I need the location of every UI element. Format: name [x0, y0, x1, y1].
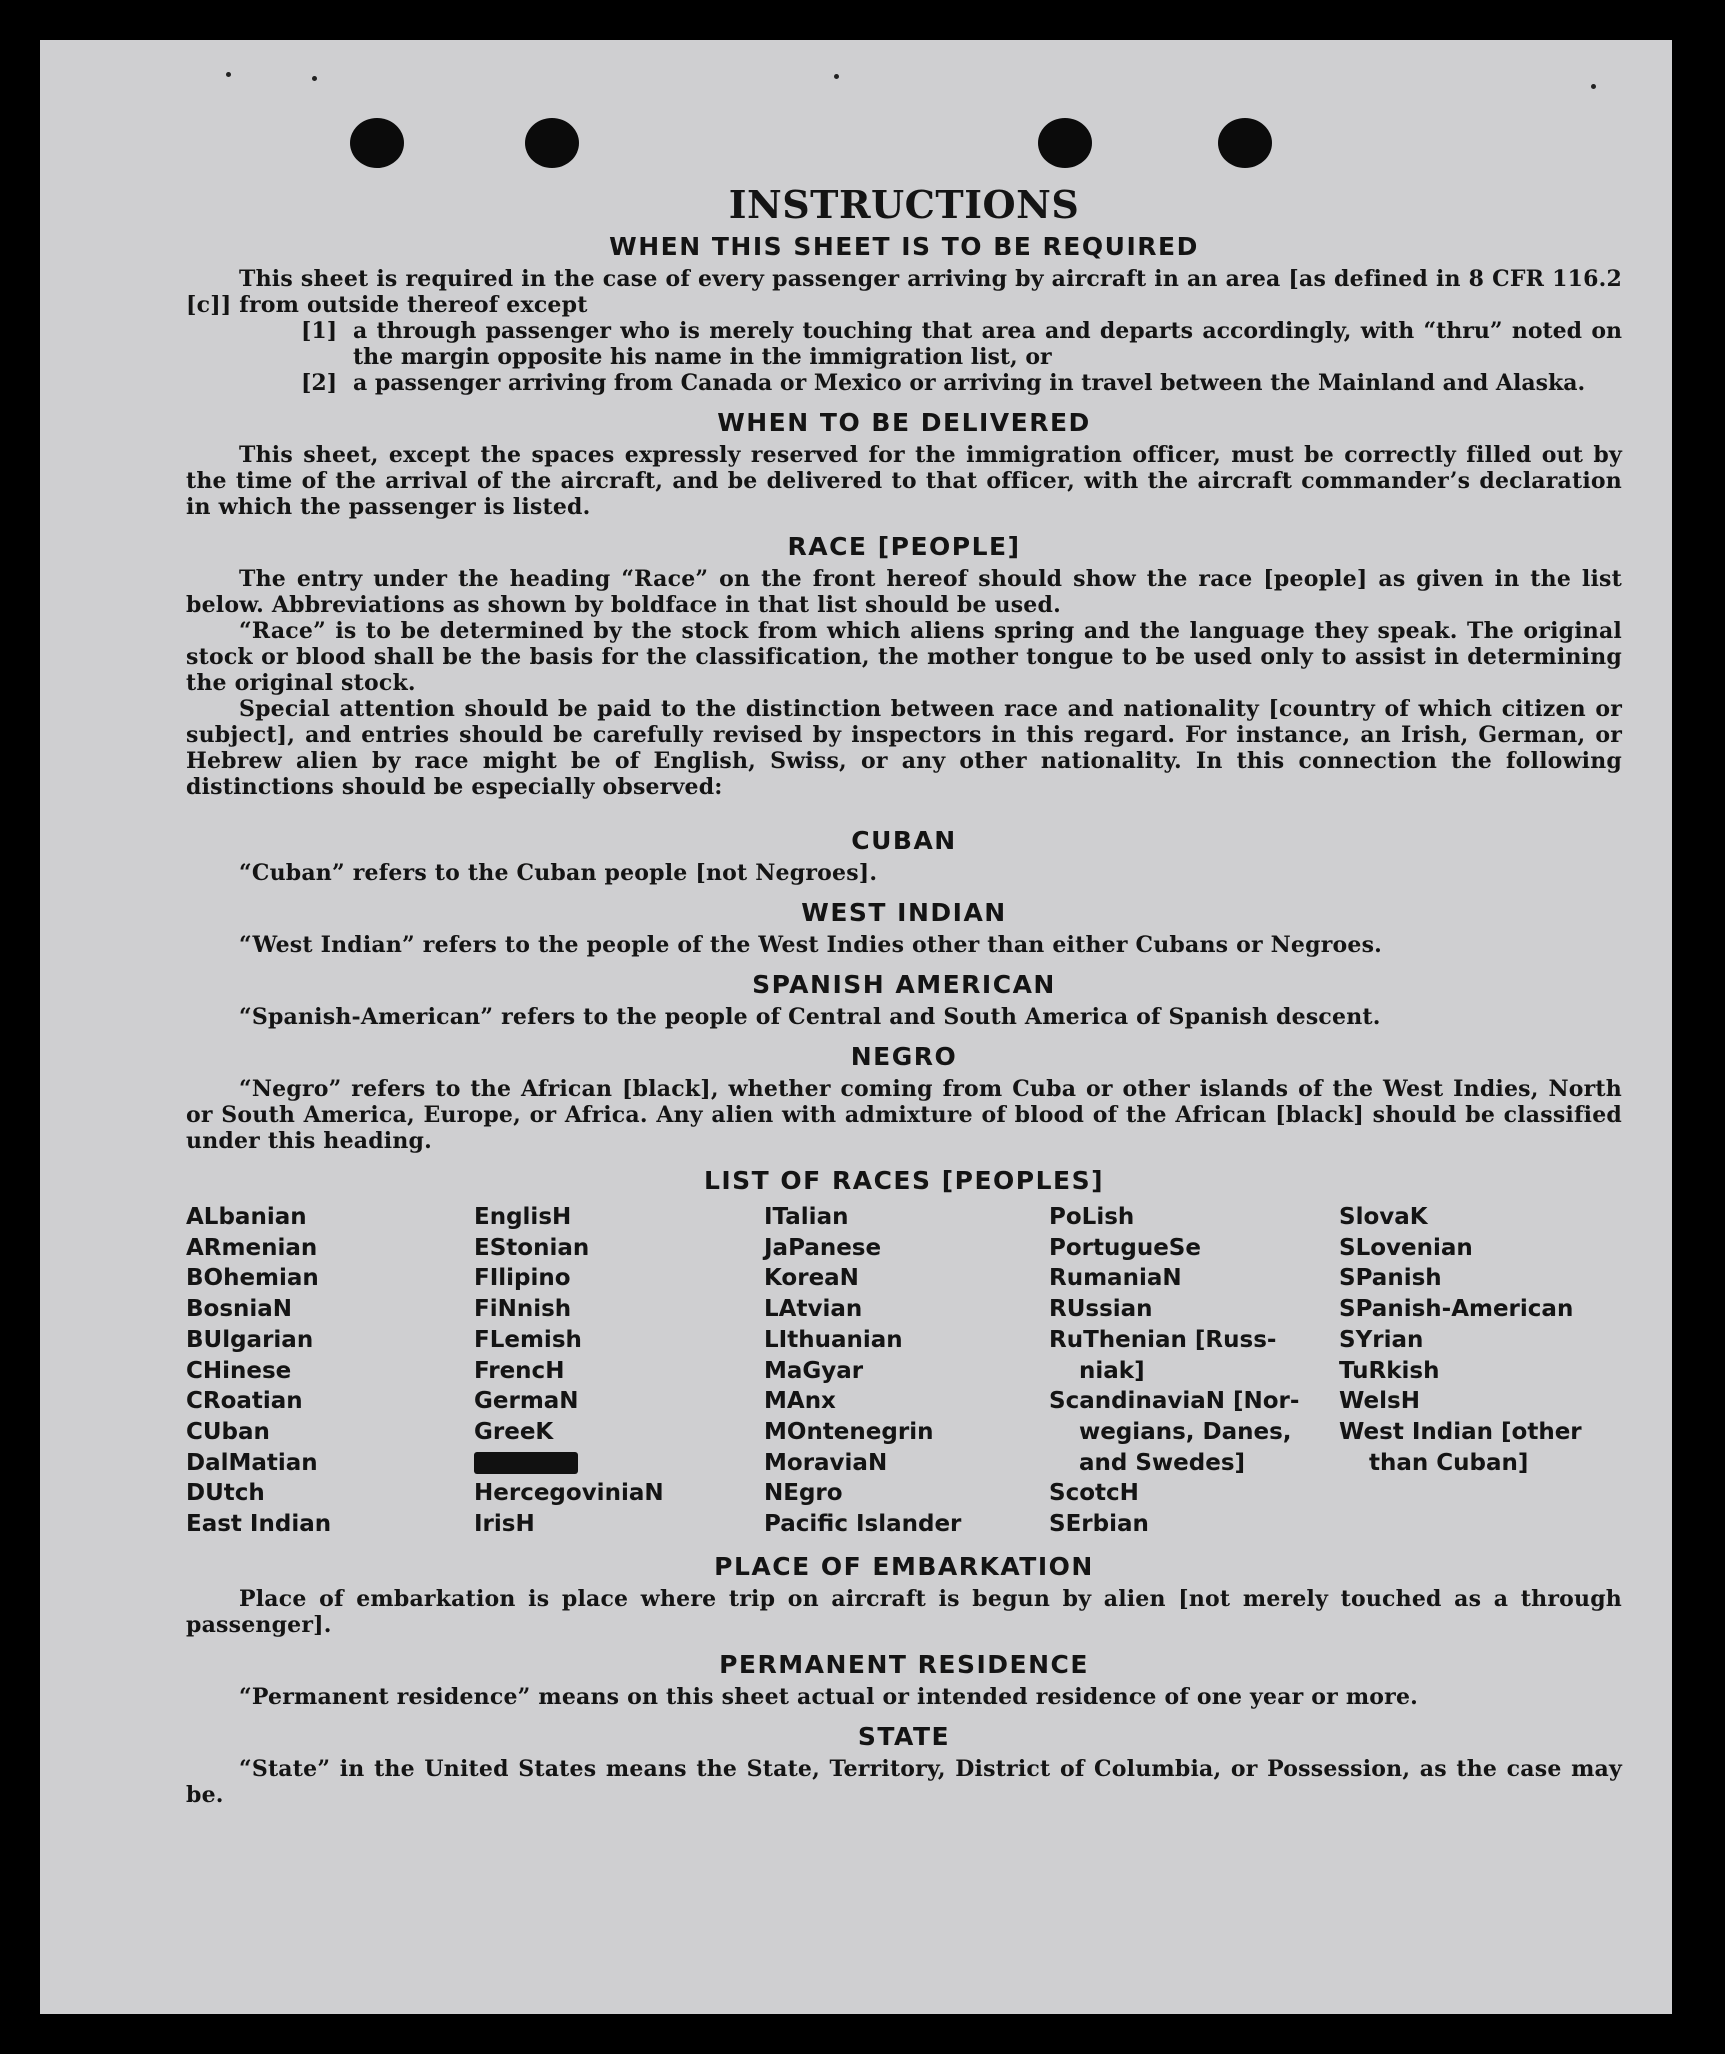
race-entry: CHinese	[186, 1357, 292, 1384]
spanish-american-text: “Spanish-American” refers to the people of Central and South America of Spanish descent.	[239, 1004, 1381, 1030]
exception-item	[301, 370, 1622, 396]
race-entry: MAnx	[764, 1388, 836, 1415]
race-entry: FrencH	[474, 1357, 565, 1384]
race-entry: than Cuban]	[1369, 1449, 1529, 1476]
delivered-text: This sheet, except the spaces expressly reserved for the immigration officer, must be correctly filled out by the time of the arrival of the aircraft, and be delivered to that officer, with the aircraft commander’s declaration in which the passenger is listed.	[186, 442, 1622, 520]
race-entry: niak]	[1079, 1357, 1145, 1384]
races-list	[186, 1202, 1622, 1540]
race-entry: ALbanian	[186, 1204, 307, 1230]
heading-race: RACE [PEOPLE]	[787, 532, 1021, 561]
race-entry: JaPanese	[764, 1234, 882, 1261]
heading-residence: PERMANENT RESIDENCE	[719, 1649, 1089, 1679]
race-entry: PoLish	[1049, 1204, 1135, 1230]
race-entry: MoraviaN	[764, 1449, 888, 1476]
race-entry: RUssian	[1049, 1296, 1153, 1323]
race-entry: TuRkish	[1339, 1357, 1440, 1384]
punch-hole	[350, 118, 404, 168]
race-entry: SlovaK	[1339, 1204, 1428, 1230]
race-entry: GermaN	[474, 1388, 579, 1415]
exception-item	[301, 318, 1622, 370]
embarkation-text: Place of embarkation is place where trip on aircraft is begun by alien [not merely touched as a through passenger].	[186, 1585, 1622, 1638]
heading-state: STATE	[857, 1721, 951, 1751]
race-entry: ScotcH	[1049, 1480, 1139, 1507]
race-entry: PortugueSe	[1049, 1234, 1201, 1261]
race-entry: DalMatian	[186, 1449, 318, 1476]
race-entry: FIlipino	[474, 1265, 571, 1292]
negro-text: “Negro” refers to the African [black], whether coming from Cuba or other islands of the West Indies, North or South America, Europe, or Africa. Any alien with admixture of blood of the African [black] should be classified under this heading.	[186, 1076, 1622, 1154]
state-text: “State” in the United States means the State, Territory, District of Columbia, or Possession, as the case may be.	[186, 1755, 1622, 1808]
race-entry: GreeK	[474, 1418, 554, 1445]
race-entry: EStonian	[474, 1234, 590, 1261]
required-intro: This sheet is required in the case of every passenger arriving by aircraft in an area [as defined in 8 CFR 116.2 [c]] from outside thereof except	[186, 266, 1622, 318]
race-entry: and Swedes]	[1079, 1449, 1246, 1476]
race-entry: KoreaN	[764, 1265, 859, 1292]
race-entry: SErbian	[1049, 1511, 1149, 1538]
race-entry: ITalian	[764, 1204, 849, 1230]
speck	[1591, 84, 1596, 89]
redacted-entry	[474, 1448, 764, 1479]
heading-embarkation: PLACE OF EMBARKATION	[714, 1551, 1094, 1581]
race-entry: SPanish	[1339, 1265, 1442, 1292]
punch-hole	[1038, 118, 1092, 168]
race-entry: WelsH	[1339, 1388, 1420, 1415]
instructions-body	[186, 182, 1622, 1808]
heading-required: WHEN THIS SHEET IS TO BE REQUIRED	[609, 232, 1199, 261]
race-paragraph-3: Special attention should be paid to the distinction between race and nationality [country of which citizen or subject], and entries should be carefully revised by inspectors in this regard. For instance, an Irish, German, or Hebrew alien by race might be of English, Swiss, or any other nationality. In this connection the following distinctions should be especially observed:	[186, 696, 1622, 800]
race-entry: LIthuanian	[764, 1326, 903, 1353]
race-entry: ScandinaviaN [Nor-	[1049, 1388, 1300, 1415]
punch-hole	[1218, 118, 1272, 168]
redaction-mark	[474, 1452, 578, 1474]
race-entry: SYrian	[1339, 1326, 1424, 1353]
punch-hole	[525, 118, 579, 168]
heading-west-indian: WEST INDIAN	[801, 898, 1007, 927]
race-entry: East Indian	[186, 1511, 332, 1538]
race-entry: MaGyar	[764, 1357, 864, 1384]
speck	[834, 74, 839, 79]
race-entry: West Indian [other	[1339, 1418, 1582, 1445]
race-entry: BUlgarian	[186, 1326, 314, 1353]
race-entry: EnglisH	[474, 1204, 572, 1230]
race-entry	[1339, 1478, 1622, 1509]
race-entry: IrisH	[474, 1511, 535, 1538]
cuban-text: “Cuban” refers to the Cuban people [not Negroes].	[239, 860, 878, 886]
heading-spanish-american: SPANISH AMERICAN	[752, 970, 1056, 999]
race-entry: BosniaN	[186, 1296, 293, 1323]
race-entry: NEgro	[764, 1480, 843, 1507]
race-entry: FiNnish	[474, 1296, 572, 1323]
race-entry: FLemish	[474, 1326, 582, 1353]
race-entry: LAtvian	[764, 1296, 863, 1323]
heading-list-of-races: LIST OF RACES [PEOPLES]	[703, 1166, 1105, 1195]
race-entry: SLovenian	[1339, 1234, 1473, 1261]
heading-negro: NEGRO	[850, 1042, 958, 1071]
race-entry: DUtch	[186, 1480, 265, 1507]
race-entry: RuThenian [Russ-	[1049, 1326, 1277, 1353]
heading-delivered: WHEN TO BE DELIVERED	[717, 408, 1091, 437]
race-paragraph-2: “Race” is to be determined by the stock from which aliens spring and the language they speak. The original stock or blood shall be the basis for the classification, the mother tongue to be used only to assist in determining the original stock.	[186, 618, 1622, 696]
race-entry	[1339, 1509, 1622, 1540]
document-page	[40, 40, 1672, 2014]
race-paragraph-1: The entry under the heading “Race” on the front hereof should show the race [people] as given in the list below. Abbreviations as shown by boldface in that list should be used.	[186, 566, 1622, 618]
race-entry: CUban	[186, 1418, 270, 1445]
item-text: a passenger arriving from Canada or Mexico or arriving in travel between the Mainland and Alaska.	[353, 370, 1586, 396]
speck	[226, 72, 231, 77]
race-entry: BOhemian	[186, 1265, 319, 1292]
race-entry: MOntenegrin	[764, 1418, 934, 1445]
race-entry: wegians, Danes,	[1079, 1418, 1292, 1445]
item-number: [1]	[301, 318, 338, 344]
heading-cuban: CUBAN	[851, 826, 957, 855]
west-indian-text: “West Indian” refers to the people of the West Indies other than either Cubans or Negroes.	[239, 932, 1383, 958]
speck	[312, 76, 317, 81]
residence-text: “Permanent residence” means on this sheet actual or intended residence of one year or more.	[239, 1683, 1419, 1710]
race-entry: HercegoviniaN	[474, 1480, 664, 1507]
race-entry: RumaniaN	[1049, 1265, 1182, 1292]
race-entry: CRoatian	[186, 1388, 303, 1415]
item-text: a through passenger who is merely touching that area and departs accordingly, with “thru” noted on the margin opposite his name in the immigration list, or	[353, 318, 1622, 370]
race-entry: SPanish-American	[1339, 1296, 1574, 1323]
page-title: INSTRUCTIONS	[728, 182, 1080, 227]
race-entry: ARmenian	[186, 1234, 318, 1261]
item-number: [2]	[301, 370, 338, 396]
race-entry: Pacific Islander	[764, 1511, 962, 1538]
